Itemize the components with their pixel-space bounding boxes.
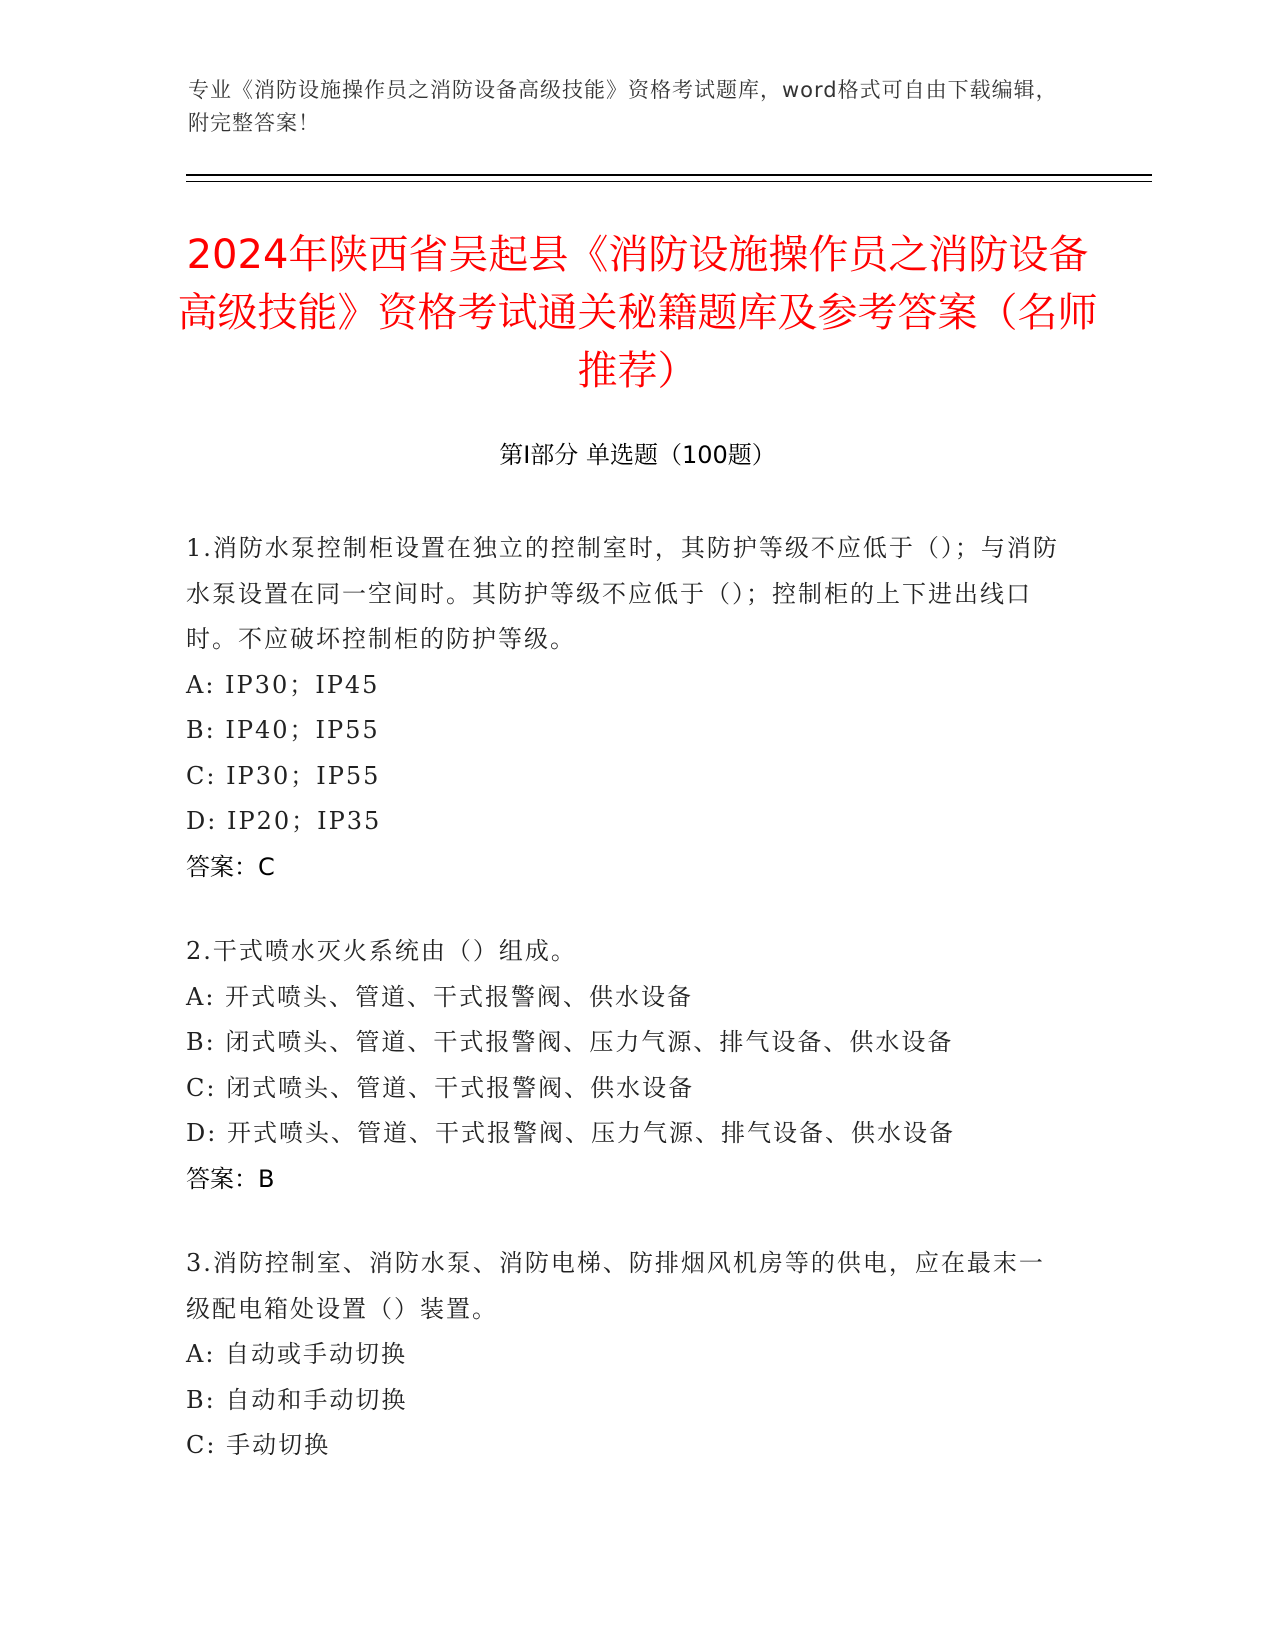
option-d: D: IP20；IP35 bbox=[186, 807, 382, 835]
option-b: B: IP40；IP55 bbox=[186, 716, 380, 744]
header-note: 专业《消防设施操作员之消防设备高级技能》资格考试题库，word格式可自由下载编辑，附完整答案！ bbox=[188, 78, 1058, 135]
answer: 答案：C bbox=[186, 852, 275, 881]
header-divider-thick bbox=[186, 174, 1152, 176]
question-stem: 3.消防控制室、消防水泵、消防电梯、防排烟风机房等的供电，应在最末一级配电箱处设置（）装置。 bbox=[186, 1249, 1045, 1323]
document-title: 2024年陕西省吴起县《消防设施操作员之消防设备高级技能》资格考试通关秘籍题库及参考答案（名师推荐） bbox=[177, 232, 1098, 394]
header-divider-thin bbox=[186, 181, 1152, 182]
question-stem: 2.干式喷水灭火系统由（）组成。 bbox=[186, 937, 577, 965]
option-a: A: 开式喷头、管道、干式报警阀、供水设备 bbox=[186, 982, 694, 1011]
answer: 答案：B bbox=[186, 1164, 275, 1193]
option-d: D: 开式喷头、管道、干式报警阀、压力气源、排气设备、供水设备 bbox=[186, 1119, 955, 1147]
section-heading: 第I部分 单选题（100题） bbox=[499, 441, 776, 469]
option-c: C: IP30；IP55 bbox=[186, 761, 381, 790]
question-2 bbox=[186, 929, 1066, 1202]
option-c: C: 闭式喷头、管道、干式报警阀、供水设备 bbox=[186, 1073, 695, 1102]
option-b: B: 闭式喷头、管道、干式报警阀、压力气源、排气设备、供水设备 bbox=[186, 1028, 954, 1056]
option-b: B: 自动和手动切换 bbox=[186, 1385, 408, 1414]
question-1 bbox=[186, 526, 1066, 890]
question-3 bbox=[186, 1241, 1066, 1469]
option-a: A: IP30；IP45 bbox=[186, 670, 380, 699]
option-c: C: 手动切换 bbox=[186, 1431, 331, 1459]
question-stem: 1.消防水泵控制柜设置在独立的控制室时，其防护等级不应低于（）；与消防水泵设置在同一空间时。其防护等级不应低于（）；控制柜的上下进出线口时。不应破坏控制柜的防护等级。 bbox=[186, 534, 1059, 653]
question-list bbox=[186, 526, 1066, 1508]
option-a: A: 自动或手动切换 bbox=[186, 1340, 408, 1368]
